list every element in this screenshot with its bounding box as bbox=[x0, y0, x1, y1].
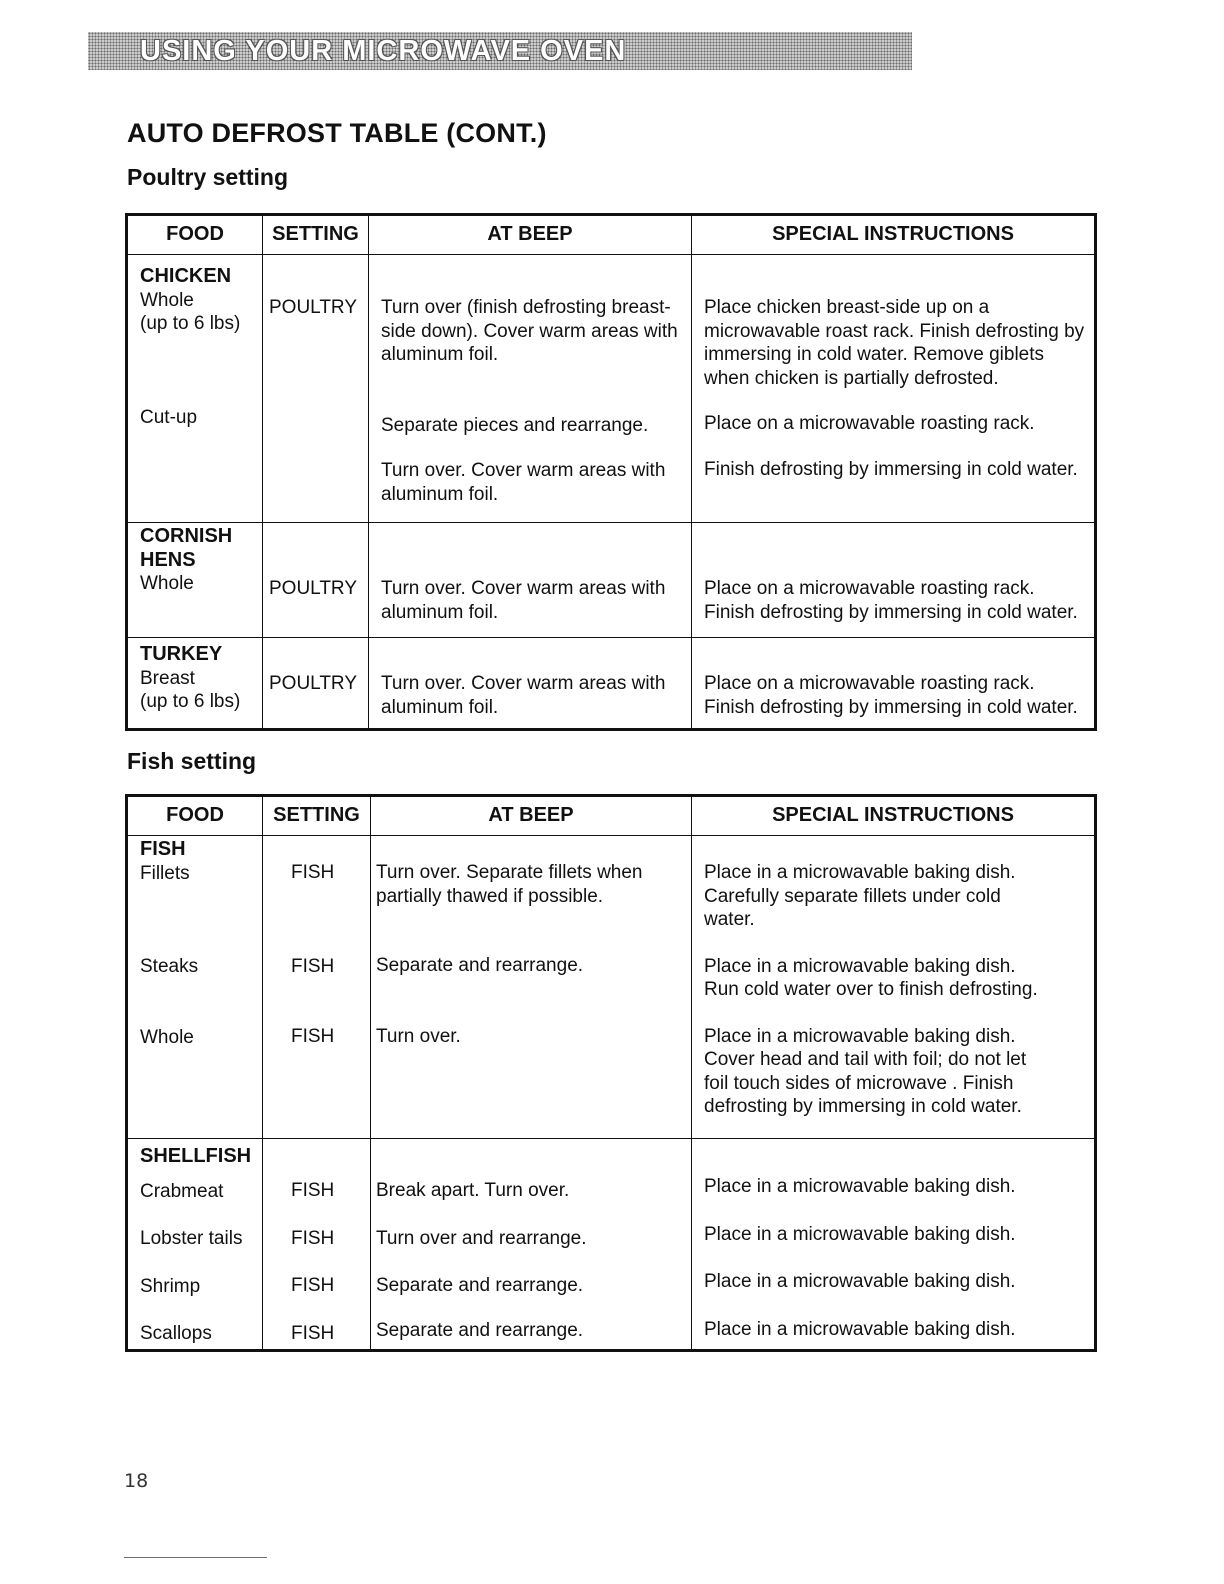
setting-value: POULTRY bbox=[269, 673, 357, 694]
column-header-food: FOOD bbox=[127, 796, 263, 836]
setting-value: POULTRY bbox=[269, 578, 357, 599]
food-cell bbox=[127, 255, 263, 523]
setting-cell bbox=[263, 255, 369, 523]
food-cell bbox=[127, 1139, 263, 1351]
table-row-chicken bbox=[127, 255, 1096, 523]
food-item-weight: (up to 6 lbs) bbox=[140, 313, 241, 334]
at-beep-cell bbox=[369, 638, 692, 730]
food-item-label: Cut-up bbox=[140, 406, 198, 428]
food-item-label: Scallops bbox=[140, 1323, 212, 1344]
column-header-special-instructions: SPECIAL INSTRUCTIONS bbox=[692, 215, 1096, 255]
special-instructions-cell bbox=[692, 523, 1096, 638]
instruction-line: Finish defrosting by immersing in cold water. bbox=[704, 458, 1078, 480]
page-title: AUTO DEFROST TABLE (CONT.) bbox=[127, 118, 547, 148]
food-item-label: Breast bbox=[140, 667, 195, 689]
special-instructions-cell bbox=[692, 255, 1096, 523]
food-item-label: Whole bbox=[140, 573, 194, 594]
beep-line: side down). Cover warm areas with bbox=[381, 320, 678, 342]
instruction-line: Run cold water over to finish defrosting. bbox=[704, 979, 1038, 1000]
instruction-line: Finish defrosting by immersing in cold water. bbox=[704, 601, 1078, 623]
setting-cell bbox=[263, 638, 369, 730]
instruction-line: Place in a microwavable baking dish. bbox=[704, 862, 1016, 883]
fish-heading: Fish setting bbox=[127, 748, 257, 774]
table-row-cornish-hens bbox=[127, 523, 1096, 638]
column-header-setting: SETTING bbox=[263, 215, 369, 255]
food-item-label: Fillets bbox=[140, 862, 190, 884]
instruction-line: Place in a microwavable baking dish. bbox=[704, 1176, 1016, 1197]
at-beep-cell bbox=[371, 836, 692, 1139]
beep-line: Separate and rearrange. bbox=[376, 1275, 584, 1296]
setting-value: FISH bbox=[291, 1227, 335, 1249]
food-group-name: CHICKEN bbox=[140, 265, 232, 287]
beep-line: Separate pieces and rearrange. bbox=[381, 414, 649, 436]
food-item-label: Whole bbox=[140, 1026, 194, 1048]
special-instructions-cell bbox=[692, 638, 1096, 730]
beep-line: aluminum foil. bbox=[381, 344, 499, 365]
instruction-line: Finish defrosting by immersing in cold water. bbox=[704, 696, 1078, 718]
instruction-line: water. bbox=[704, 909, 755, 930]
table-row-fish bbox=[127, 836, 1096, 1139]
beep-line: Separate and rearrange. bbox=[376, 1319, 584, 1341]
beep-line: Turn over. Cover warm areas with bbox=[381, 673, 666, 694]
setting-cell bbox=[263, 836, 371, 1139]
food-item-label: Steaks bbox=[140, 956, 199, 977]
beep-line: Turn over. Cover warm areas with bbox=[381, 578, 666, 599]
instruction-line: defrosting by immersing in cold water. bbox=[704, 1096, 1022, 1117]
food-group-name: HENS bbox=[140, 548, 196, 571]
food-item-label: Shrimp bbox=[140, 1275, 201, 1297]
beep-line: Turn over (finish defrosting breast- bbox=[381, 297, 671, 318]
food-group-name: SHELLFISH bbox=[140, 1145, 252, 1167]
instruction-line: Carefully separate fillets under cold bbox=[704, 885, 1001, 907]
setting-cell bbox=[263, 1139, 371, 1351]
special-instructions-cell bbox=[692, 836, 1096, 1139]
table-row-turkey bbox=[127, 638, 1096, 730]
instruction-line: foil touch sides of microwave . Finish bbox=[704, 1072, 1014, 1094]
table-header-row bbox=[127, 796, 1096, 836]
column-header-at-beep: AT BEEP bbox=[371, 796, 692, 836]
instruction-line: Place on a microwavable roasting rack. bbox=[704, 413, 1035, 434]
beep-line: Turn over and rearrange. bbox=[376, 1227, 587, 1249]
special-instructions-cell bbox=[692, 1139, 1096, 1351]
food-group-name: FISH bbox=[140, 838, 186, 860]
setting-value: FISH bbox=[291, 1180, 335, 1201]
column-header-at-beep: AT BEEP bbox=[369, 215, 692, 255]
beep-line: Turn over. Cover warm areas with bbox=[381, 460, 666, 481]
column-header-food: FOOD bbox=[127, 215, 263, 255]
beep-line: Break apart. Turn over. bbox=[376, 1180, 570, 1201]
instruction-line: when chicken is partially defrosted. bbox=[704, 367, 999, 389]
table-row-shellfish bbox=[127, 1139, 1096, 1351]
instruction-line: Place on a microwavable roasting rack. bbox=[704, 673, 1035, 694]
instruction-line: Place chicken breast-side up on a bbox=[704, 297, 990, 318]
beep-line: aluminum foil. bbox=[381, 601, 499, 623]
food-cell bbox=[127, 523, 263, 638]
beep-line: Turn over. bbox=[376, 1025, 461, 1047]
setting-value: FISH bbox=[291, 1275, 335, 1296]
setting-value: POULTRY bbox=[269, 297, 357, 318]
beep-line: partially thawed if possible. bbox=[376, 885, 604, 907]
table-header-row bbox=[127, 215, 1096, 255]
setting-value: FISH bbox=[291, 1322, 335, 1344]
footer-rule bbox=[124, 1557, 267, 1558]
instruction-line: immersing in cold water. Remove giblets bbox=[704, 344, 1045, 365]
fish-defrost-table bbox=[125, 794, 1097, 1352]
poultry-heading: Poultry setting bbox=[127, 164, 289, 190]
page-number: 18 bbox=[124, 1470, 149, 1492]
at-beep-cell bbox=[369, 523, 692, 638]
instruction-line: microwavable roast rack. Finish defrosting by bbox=[704, 320, 1085, 342]
banner-text: USING YOUR MICROWAVE OVEN bbox=[140, 35, 627, 67]
instruction-line: Place on a microwavable roasting rack. bbox=[704, 578, 1035, 599]
section-banner bbox=[88, 32, 912, 70]
column-header-special-instructions: SPECIAL INSTRUCTIONS bbox=[692, 796, 1096, 836]
food-item-label: Whole bbox=[140, 289, 194, 311]
at-beep-cell bbox=[371, 1139, 692, 1351]
instruction-line: Place in a microwavable baking dish. bbox=[704, 1025, 1016, 1047]
instruction-line: Cover head and tail with foil; do not let bbox=[704, 1049, 1027, 1070]
setting-value: FISH bbox=[291, 1026, 335, 1047]
food-group-name: TURKEY bbox=[140, 643, 223, 665]
beep-line: aluminum foil. bbox=[381, 696, 499, 718]
setting-value: FISH bbox=[291, 955, 335, 977]
food-group-name: CORNISH bbox=[140, 525, 233, 547]
instruction-line: Place in a microwavable baking dish. bbox=[704, 1318, 1016, 1340]
food-item-label: Lobster tails bbox=[140, 1228, 243, 1249]
setting-cell bbox=[263, 523, 369, 638]
instruction-line: Place in a microwavable baking dish. bbox=[704, 1223, 1016, 1245]
instruction-line: Place in a microwavable baking dish. bbox=[704, 955, 1016, 977]
column-header-setting: SETTING bbox=[263, 796, 371, 836]
food-cell bbox=[127, 638, 263, 730]
instruction-line: Place in a microwavable baking dish. bbox=[704, 1271, 1016, 1292]
food-cell bbox=[127, 836, 263, 1139]
beep-line: aluminum foil. bbox=[381, 483, 499, 505]
food-item-label: Crabmeat bbox=[140, 1180, 224, 1202]
at-beep-cell bbox=[369, 255, 692, 523]
setting-value: FISH bbox=[291, 862, 335, 883]
beep-line: Separate and rearrange. bbox=[376, 955, 584, 976]
beep-line: Turn over. Separate fillets when bbox=[376, 862, 643, 883]
food-item-weight: (up to 6 lbs) bbox=[140, 691, 241, 712]
poultry-defrost-table bbox=[125, 213, 1097, 731]
